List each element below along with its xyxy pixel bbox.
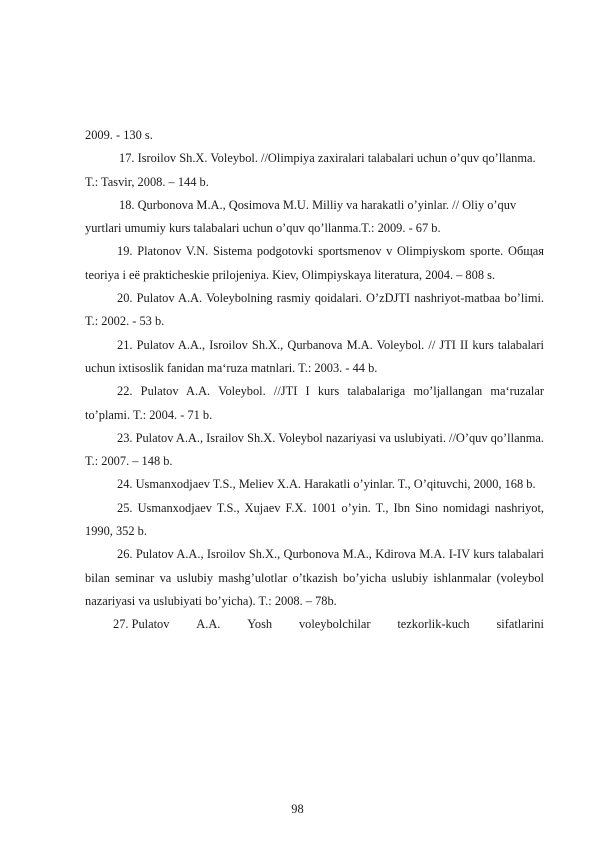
- reference-25: 25. Usmanxodjaev T.S., Xujaev F.X. 1001 o’yin. T., Ibn Sino nomidagi nashriyot, 1990, 352 b.: [85, 500, 544, 539]
- reference-27: [85, 613, 544, 636]
- page-number: 98: [291, 802, 304, 816]
- reference-27-word: sifatlarini: [496, 617, 544, 632]
- reference-23: 23. Pulatov A.A., Israilov Sh.X. Voleybol nazariyasi va uslubiyati. //O’quv qo’llanma. T.: 2007. – 148 b.: [85, 430, 544, 469]
- reference-22: 22. Pulatov A.A. Voleybol. //JTI I kurs talabalariga mo’ljallangan ma‘ruzalar to’plami. T.: 2004. - 71 b.: [85, 384, 544, 422]
- reference-27-word: A.A.: [196, 617, 221, 632]
- reference-20: 20. Pulatov A.A. Voleybolning rasmiy qoidalari. O’zDJTI nashriyot-matbaa bo’limi. T.: 2002. - 53 b.: [85, 291, 544, 329]
- reference-18: 18. Qurbonova M.A., Qosimova M.U. Milliy va harakatli o’yinlar. // Oliy o’quv yurtlari umumiy kurs talabalari uchun o’quv qo’llanma.T.: 2009. - 67 b.: [85, 197, 517, 236]
- reference-27-word: tezkorlik-kuch: [397, 617, 470, 632]
- reference-24: 24. Usmanxodjaev T.S., Meliev X.A. Harakatli o’yinlar. T., O’qituvchi, 2000, 168 b.: [117, 477, 536, 492]
- reference-17: 17. Isroilov Sh.X. Voleybol. //Olimpiya zaxiralari talabalari uchun o’quv qo’llanma. T.: Tasvir, 2008. – 144 b.: [85, 151, 536, 189]
- reference-27-word: voleybolchilar: [298, 617, 371, 632]
- reference-16-tail: 2009. - 130 s.: [85, 128, 153, 142]
- reference-26: 26. Pulatov A.A., Isroilov Sh.X., Qurbonova M.A., Kdirova M.A. I-IV kurs talabalari bilan seminar va uslubiy mashg’ulotlar o’tkazish bo’yicha uslubiy ishlanmalar (voleybol nazariyasi va uslubiyati bo’yicha). T.: 2008. – 78b.: [85, 547, 544, 608]
- reference-21: 21. Pulatov A.A., Isroilov Sh.X., Qurbanova M.A. Voleybol. // JTI II kurs talabalari uchun ixtisoslik fanidan ma‘ruza matnlari. T.: 2003. - 44 b.: [85, 337, 544, 375]
- reference-19: 19. Platonov V.N. Sistema podgotovki sportsmenov v Olimpiyskom sporte. Общая teoriya i eё prakticheskie prilojeniya. Kiev, Olimpiyskaya literatura, 2004. – 808 s.: [85, 244, 544, 282]
- reference-list: [85, 124, 544, 637]
- reference-27-word: 27. Pulatov: [113, 617, 170, 632]
- reference-27-word: Yosh: [247, 617, 273, 632]
